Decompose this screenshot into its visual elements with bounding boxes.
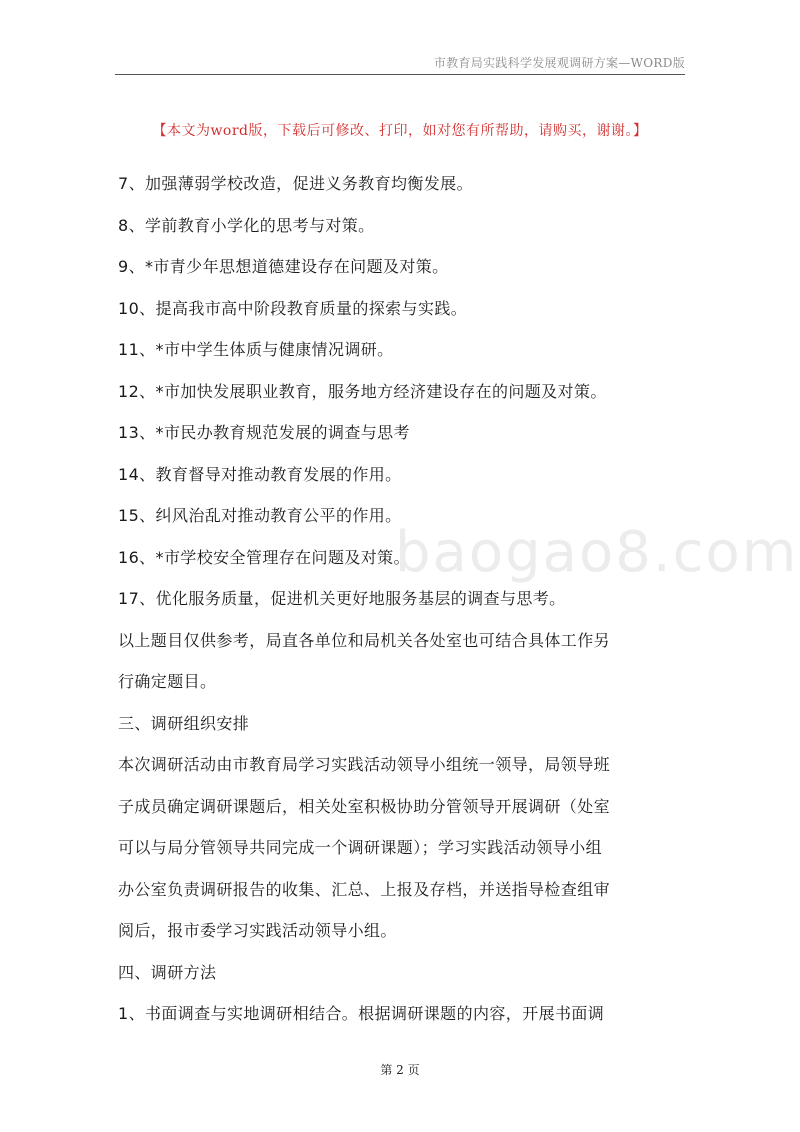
list-item-10: 10、提高我市高中阶段教育质量的探索与实践。: [118, 298, 468, 318]
list-item-13: 13、*市民办教育规范发展的调查与思考: [118, 423, 410, 442]
list-item-8: 8、学前教育小学化的思考与对策。: [118, 215, 375, 235]
document-body: [118, 163, 688, 1035]
page-header: [115, 52, 685, 75]
header-title: 市教育局实践科学发展观调研方案—WORD版: [433, 56, 685, 70]
list-item-12: 12、*市加快发展职业教育，服务地方经济建设存在的问题及对策。: [118, 381, 607, 401]
paragraph-line: 可以与局分管领导共同完成一个调研课题）；学习实践活动领导小组: [118, 838, 603, 857]
paragraph-line: 本次调研活动由市教育局学习实践活动领导小组统一领导，局领导班: [118, 755, 611, 774]
paragraph-line: 1、书面调查与实地调研相结合。根据调研课题的内容，开展书面调: [118, 1004, 605, 1023]
paragraph-line: 以上题目仅供参考，局直各单位和局机关各处室也可结合具体工作另: [118, 630, 611, 650]
section-heading: 四、调研方法: [118, 962, 217, 982]
list-item-17: 17、优化服务质量，促进机关更好地服务基层的调查与思考。: [118, 589, 566, 608]
watermark: baogao8.com: [395, 520, 799, 585]
page-number: 第 2 页: [380, 1063, 420, 1077]
paragraph-line: 行确定题目。: [118, 672, 217, 691]
list-item-9: 9、*市青少年思想道德建设存在问题及对策。: [118, 257, 449, 276]
paragraph-line: 办公室负责调研报告的收集、汇总、上报及存档，并送指导检查组审: [118, 879, 611, 899]
list-item-15: 15、纠风治乱对推动教育公平的作用。: [118, 506, 402, 525]
section-heading: 三、调研组织安排: [118, 713, 250, 733]
list-item-7: 7、加强薄弱学校改造，促进义务教育均衡发展。: [118, 174, 473, 193]
download-notice: 【本文为word版，下载后可修改、打印，如对您有所帮助，请购买，谢谢。】: [152, 123, 648, 139]
paragraph-line: 子成员确定调研课题后，相关处室积极协助分管领导开展调研（处室: [118, 796, 611, 816]
list-item-16: 16、*市学校安全管理存在问题及对策。: [118, 547, 410, 567]
list-item-14: 14、教育督导对推动教育发展的作用。: [118, 464, 402, 484]
paragraph-line: 阅后，报市委学习实践活动领导小组。: [118, 921, 397, 940]
list-item-11: 11、*市中学生体质与健康情况调研。: [118, 340, 394, 359]
